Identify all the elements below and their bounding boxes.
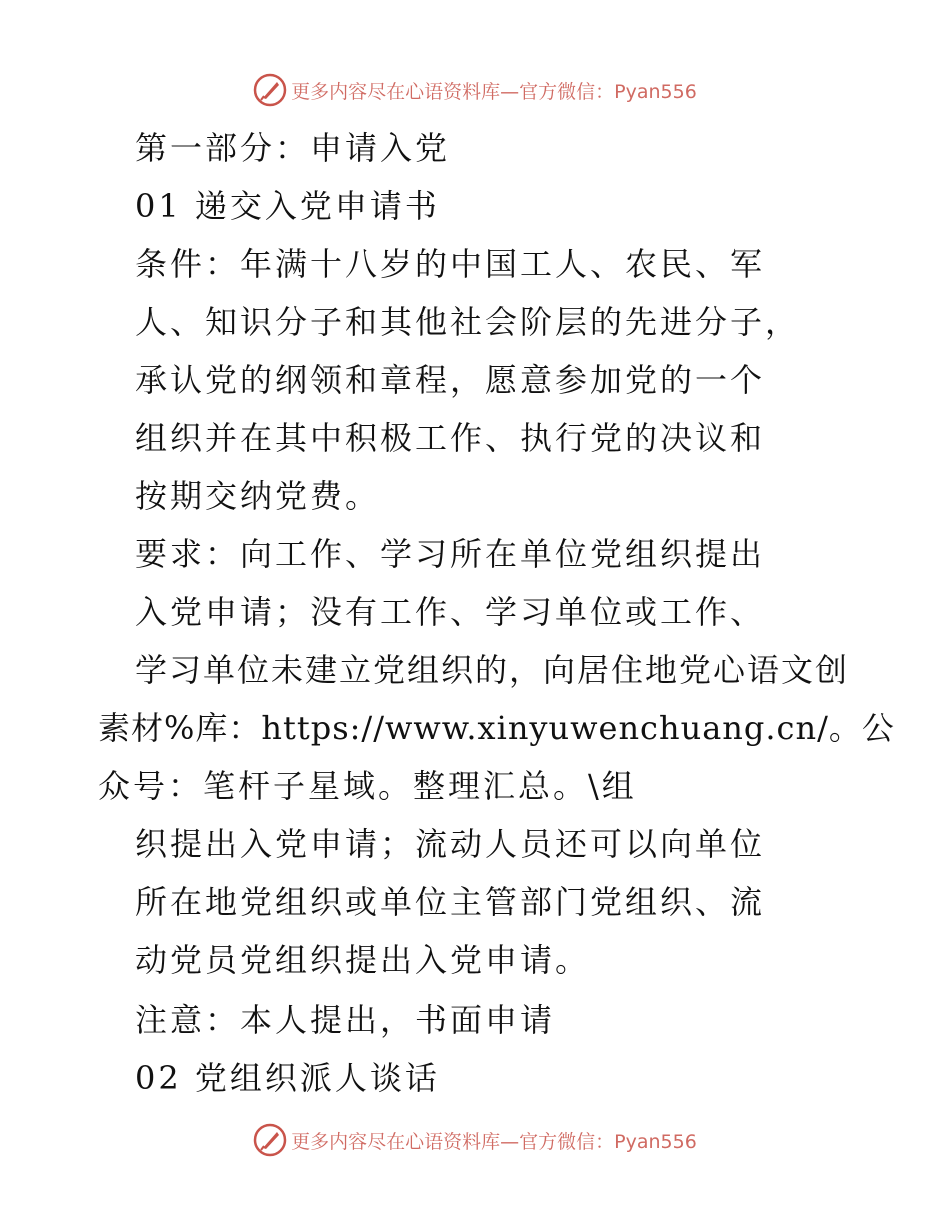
- text-line: 众号：笔杆子星域。整理汇总。\组: [98, 767, 637, 805]
- text-line: 入党申请；没有工作、学习单位或工作、: [135, 593, 766, 631]
- header-watermark-banner: [0, 68, 950, 112]
- feather-pen-logo-icon: [253, 73, 287, 107]
- text-line: 承认党的纲领和章程，愿意参加党的一个: [135, 361, 766, 399]
- text-line: 要求：向工作、学习所在单位党组织提出: [135, 535, 766, 573]
- text-line: 人、知识分子和其他社会阶层的先进分子，: [135, 303, 801, 341]
- text-line: 条件：年满十八岁的中国工人、农民、军: [135, 245, 766, 283]
- header-banner-text: 更多内容尽在心语资料库—官方微信：Pyan556: [291, 80, 697, 103]
- text-line: 01 递交入党申请书: [135, 187, 440, 225]
- text-line: 素材%库：https://www.xinyuwenchuang.cn/。公: [98, 709, 895, 747]
- text-line: 02 党组织派人谈话: [135, 1059, 440, 1097]
- text-line: 学习单位未建立党组织的，向居住地党心语文创: [135, 651, 850, 689]
- text-line: 按期交纳党费。: [135, 477, 381, 515]
- text-line: 动党员党组织提出入党申请。: [135, 941, 591, 979]
- text-line: 注意：本人提出，书面申请: [135, 1001, 556, 1039]
- footer-watermark-banner: [0, 1118, 950, 1162]
- text-line: 织提出入党申请；流动人员还可以向单位: [135, 825, 766, 863]
- feather-pen-logo-icon: [253, 1123, 287, 1157]
- text-line: 组织并在其中积极工作、执行党的决议和: [135, 419, 766, 457]
- text-line: 所在地党组织或单位主管部门党组织、流: [135, 883, 766, 921]
- text-line: 第一部分：申请入党: [135, 129, 451, 167]
- footer-banner-text: 更多内容尽在心语资料库—官方微信：Pyan556: [291, 1130, 697, 1153]
